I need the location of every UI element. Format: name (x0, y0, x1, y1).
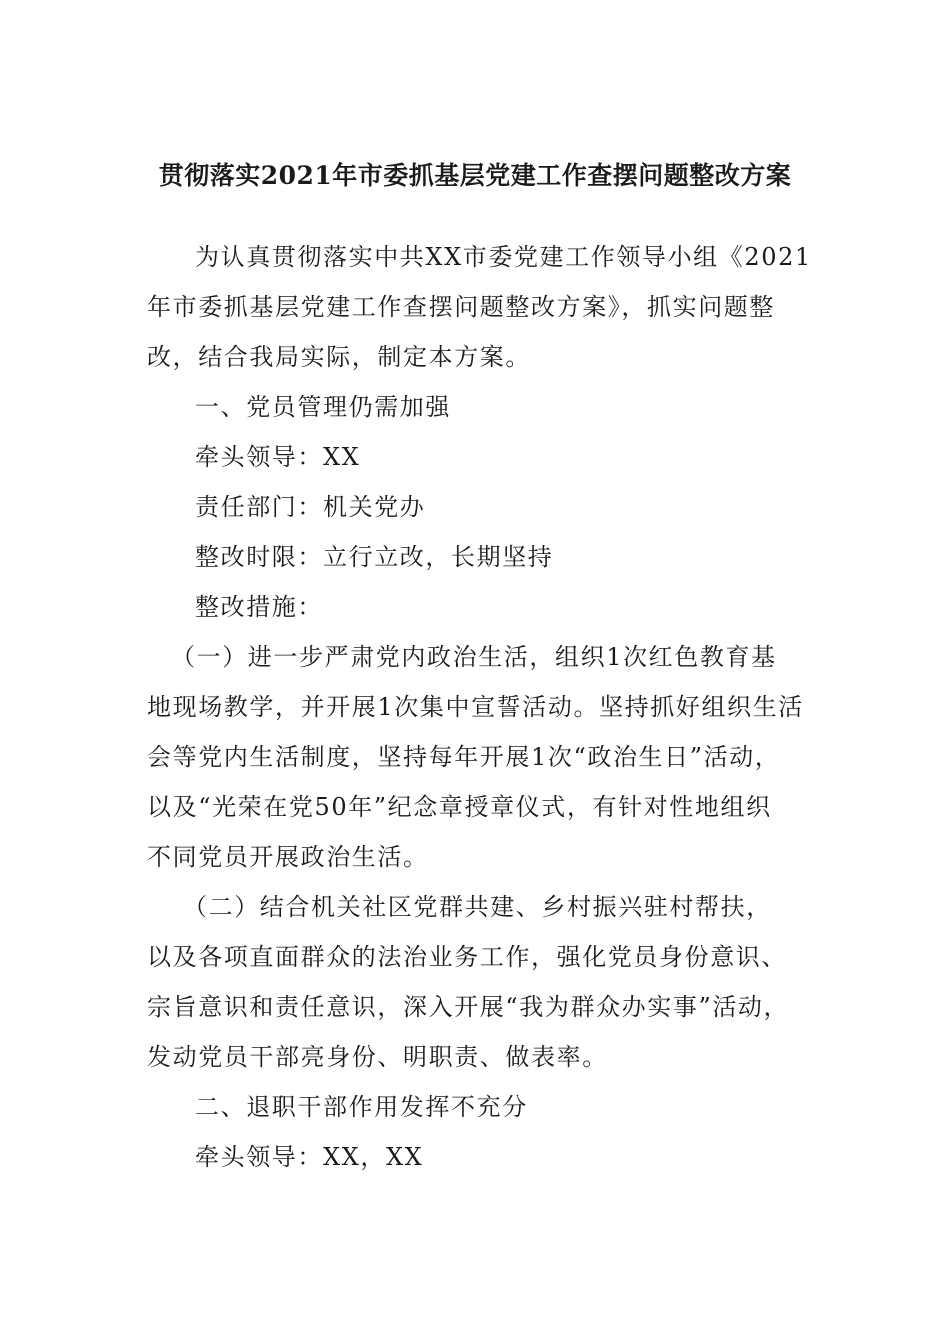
measure2-paragraph (147, 882, 807, 1082)
measure1-line: 地现场教学，并开展1次集中宣誓活动。坚持抓好组织生活 (147, 693, 804, 721)
measure1-line: 会等党内生活制度，坚持每年开展1次“政治生日”活动， (147, 743, 781, 771)
section1-dept: 责任部门：机关党办 (195, 493, 426, 521)
intro-line: 为认真贯彻落实中共XX市委党建工作领导小组《2021 (195, 243, 812, 271)
measure2-line: （二）结合机关社区党群共建、乡村振兴驻村帮扶， (183, 893, 772, 921)
section1-lead: 牵头领导：XX (195, 443, 361, 471)
measure2-line: 以及各项直面群众的法治业务工作，强化党员身份意识、 (147, 943, 787, 971)
intro-line: 改，结合我局实际，制定本方案。 (147, 343, 531, 371)
document-title: 贯彻落实2021年市委抓基层党建工作查摆问题整改方案 (158, 161, 792, 190)
intro-paragraph (147, 232, 812, 382)
section1-heading: 一、党员管理仍需加强 (195, 393, 451, 421)
measure1-line: 以及“光荣在党50年”纪念章授章仪式，有针对性地组织 (147, 793, 772, 821)
measure1-paragraph (147, 632, 807, 882)
document-body (147, 232, 812, 1182)
intro-line: 年市委抓基层党建工作查摆问题整改方案》，抓实问题整 (147, 293, 775, 321)
section2-lead: 牵头领导：XX，XX (195, 1143, 424, 1171)
measure2-line: 发动党员干部亮身份、明职责、做表率。 (147, 1043, 608, 1071)
section1-deadline: 整改时限：立行立改，长期坚持 (195, 543, 554, 571)
section1-measures-label: 整改措施： (195, 593, 323, 621)
measure2-line: 宗旨意识和责任意识，深入开展“我为群众办实事”活动， (147, 993, 790, 1021)
section2-heading: 二、退职干部作用发挥不充分 (195, 1093, 528, 1121)
measure1-line: （一）进一步严肃党内政治生活，组织1次红色教育基 (171, 643, 777, 671)
measure1-line: 不同党员开展政治生活。 (147, 843, 429, 871)
